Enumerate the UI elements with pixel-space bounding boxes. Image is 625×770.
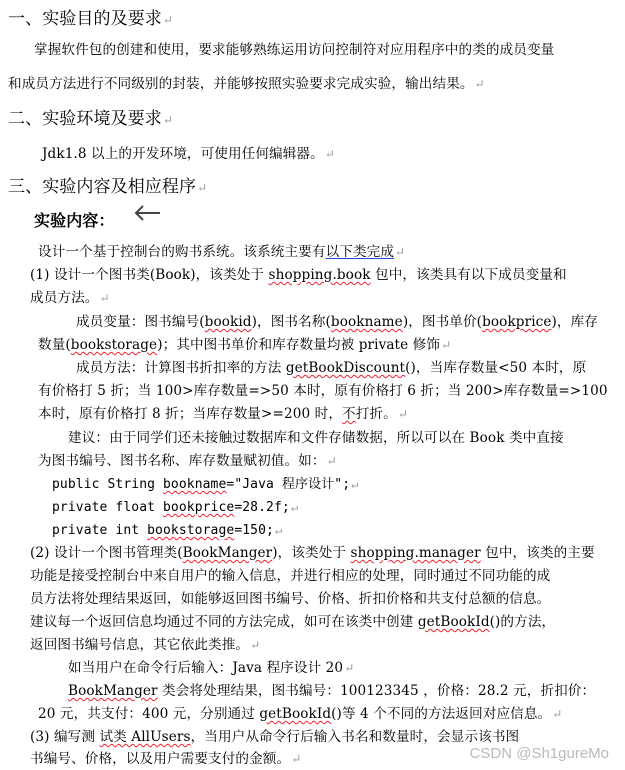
example-line-2: BookManger 类会将处理结果，图书编号：100123345 ，价格：28.2 元，折扣价： [68, 683, 596, 699]
example-line-3: 20 元，共支付：400 元，分别通过 getBookId()等 4 个不同的方法返回对应信息。↵ [38, 706, 563, 722]
return-arrow-icon [132, 203, 162, 223]
content-heading: 实验内容： [34, 211, 115, 230]
section-3-title: 三、实验内容及相应程序↵ [8, 177, 208, 197]
example-line-1: 如当用户在命令行后输入：Java 程序设计 20↵ [68, 660, 355, 676]
suggestion-line-1: 建议：由于同学们还未接触过数据库和文件存储数据，所以可以在 Book 类中直接 [68, 430, 564, 446]
item-2-line-1: (2) 设计一个图书管理类(BookManger)，该类处于 shopping.manager 包中，该类的主要 [30, 545, 595, 561]
intro-line: 设计一个基于控制台的购书系统。该系统主要有以下类完成↵ [38, 244, 406, 260]
csdn-watermark: CSDN @Sh1gureMo [469, 745, 609, 762]
member-methods-line-1: 成员方法：计算图书折扣率的方法 getBookDiscount()，当库存数量<50 本时，原 [76, 360, 587, 376]
member-methods-line-3: 本时，原有价格打 8 折；当库存数量>=200 时，不打折。↵ [38, 406, 408, 422]
member-vars-line-2: 数量(bookstorage)；其中图书单价和库存数量均被 private 修饰↵ [38, 337, 452, 353]
item-2-line-5: 返回图书编号信息，其它依此类推。↵ [30, 637, 261, 653]
section-1-title: 一、实验目的及要求↵ [8, 9, 174, 29]
member-methods-line-2: 有价格打 5 折；当 100>库存数量=>50 本时，原有价格打 6 折；当 200>库存数量=>100 [38, 383, 608, 399]
section-1-paragraph-line-2: 和成员方法进行不同级别的封装，并能够按照实验要求完成实验，输出结果。↵ [8, 76, 485, 92]
item-2-line-2: 功能是接受控制台中来自用户的输入信息，并进行相应的处理，同时通过不同功能的成 [30, 568, 551, 584]
section-2-paragraph: Jdk1.8 以上的开发环境，可使用任何编辑器。↵ [42, 146, 335, 162]
code-line-2: private float bookprice=28.2f;↵ [52, 500, 299, 515]
suggestion-line-2: 为图书编号、图书名称、库存数量赋初值。如：↵ [38, 453, 337, 469]
code-line-3: private int bookstorage=150;↵ [52, 523, 283, 538]
code-line-1: public String bookname="Java 程序设计";↵ [52, 477, 359, 492]
member-vars-line-1: 成员变量：图书编号(bookid)，图书名称(bookname)，图书单价(bookprice)，库存 [76, 314, 599, 330]
section-2-title: 二、实验环境及要求↵ [8, 109, 174, 129]
item-1-line-2: 成员方法。↵ [30, 290, 110, 306]
item-3-line-2: 书编号、价格，以及用户需要支付的金额。↵ [30, 751, 302, 767]
item-3-line-1: (3) 编写测 试类 AllUsers，当用户从命令行后输入书名和数量时，会显示该书图 [30, 729, 520, 745]
section-1-paragraph-line-1: 掌握软件包的创建和使用，要求能够熟练运用访问控制符对应用程序中的类的成员变量 [34, 42, 555, 58]
item-1-line-1: (1) 设计一个图书类(Book)，该类处于 shopping.book 包中，该类具有以下成员变量和 [30, 267, 567, 283]
item-2-line-4: 建议每一个返回信息均通过不同的方法完成，如可在该类中创建 getBookId()的方法， [30, 614, 556, 630]
item-2-line-3: 员方法将处理结果返回，如能够返回图书编号、价格、折扣价格和共支付总额的信息。 [30, 591, 551, 607]
